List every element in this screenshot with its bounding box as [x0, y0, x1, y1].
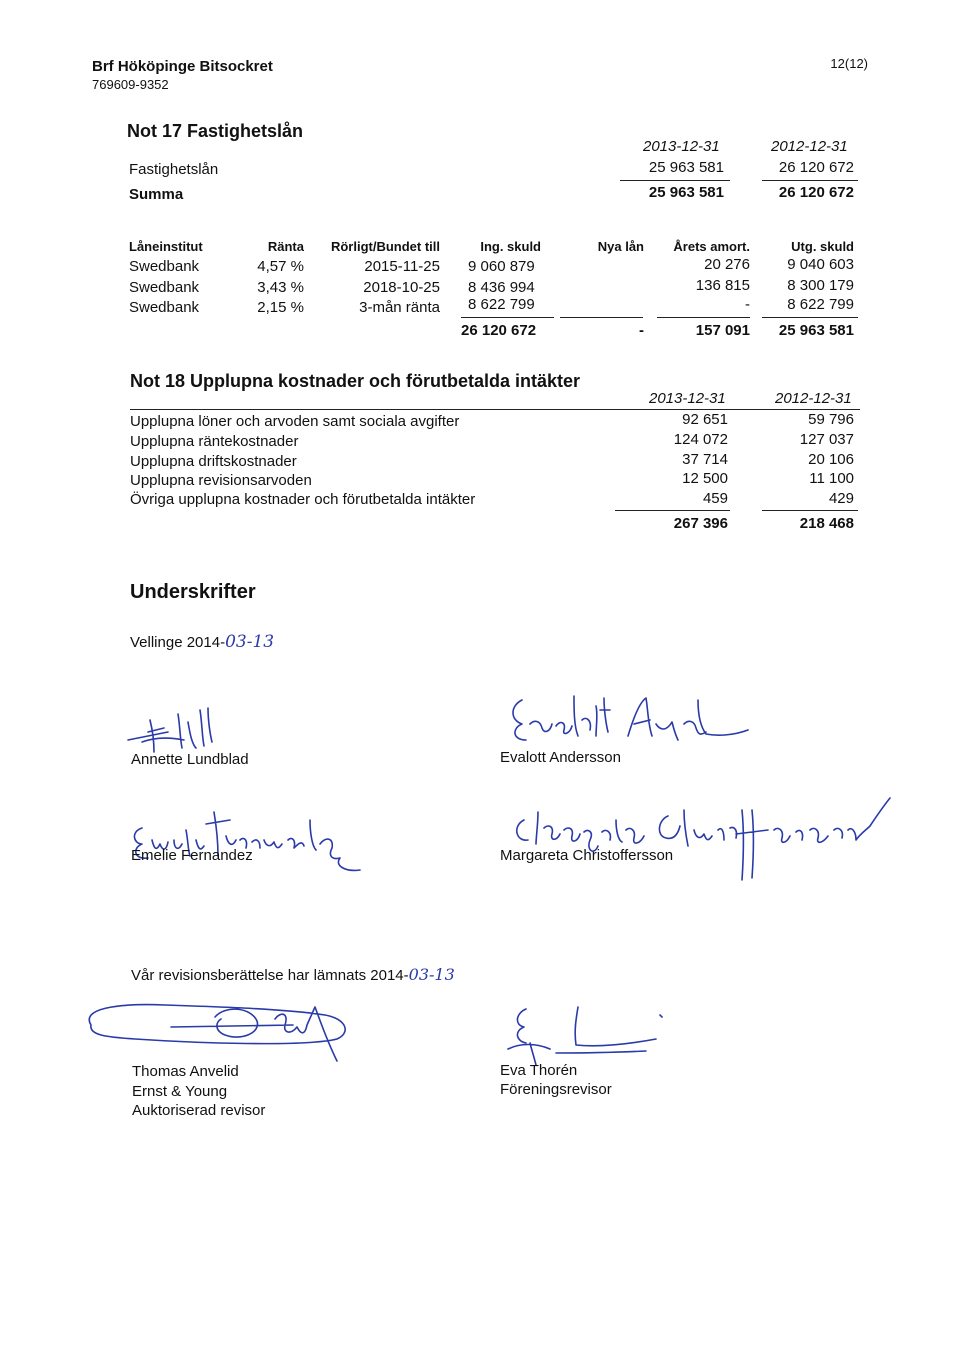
note17-sum-label: Summa: [129, 186, 184, 203]
loan-amort: 20 276: [704, 256, 750, 273]
loan-closing: 8 300 179: [787, 277, 854, 294]
note18-row-2012: 11 100: [809, 470, 854, 487]
auditor-title: Auktoriserad revisor: [132, 1102, 266, 1119]
note18-row-2013: 37 714: [682, 451, 728, 468]
page-number: 12(12): [830, 56, 868, 71]
note18-row-label: Upplupna räntekostnader: [130, 433, 299, 450]
note17-col-2012: 2012-12-31: [771, 138, 848, 155]
signature-evalott-andersson: [500, 680, 760, 760]
loan-institute: Swedbank: [129, 279, 200, 296]
divider: [762, 180, 858, 181]
loan-total-closing: 25 963 581: [778, 322, 854, 339]
loan-header-term: Rörligt/Bundet till: [330, 239, 440, 254]
note17-sum-2013: 25 963 581: [648, 184, 724, 201]
note18-row-2013: 459: [702, 490, 728, 507]
loan-opening: 8 436 994: [468, 279, 535, 296]
note18-row-2013: 124 072: [673, 431, 728, 448]
audit-statement: Vår revisionsberättelse har lämnats 2014-03-13: [131, 965, 455, 984]
loan-header-amort: Årets amort.: [673, 239, 750, 254]
note18-title: Not 18 Upplupna kostnader och förutbetalda intäkter: [130, 371, 581, 391]
divider: [615, 510, 730, 511]
loan-header-closing: Utg. skuld: [791, 239, 854, 254]
note17-sum-2012: 26 120 672: [778, 184, 854, 201]
auditor-firm: Ernst & Young: [132, 1083, 228, 1100]
loan-institute: Swedbank: [129, 299, 200, 316]
note18-row-2013: 92 651: [682, 411, 728, 428]
loan-closing: 9 040 603: [787, 256, 854, 273]
divider: [461, 317, 554, 318]
signer-name-annette: Annette Lundblad: [131, 751, 249, 768]
note17-row-label: Fastighetslån: [129, 161, 219, 178]
loan-amort: 136 815: [695, 277, 750, 294]
note18-row-2013: 12 500: [682, 470, 728, 487]
note18-row-label: Övriga upplupna kostnader och förutbetalda intäkter: [130, 491, 476, 508]
loan-header-rate: Ränta: [267, 239, 304, 254]
divider: [620, 180, 730, 181]
note17-col-2013: 2013-12-31: [643, 138, 720, 155]
note18-col-2013: 2013-12-31: [649, 390, 726, 407]
note18-row-2012: 127 037: [799, 431, 854, 448]
note18-total-2013: 267 396: [673, 515, 728, 532]
org-number: 769609-9352: [92, 77, 169, 92]
note17-title: Not 17 Fastighetslån: [127, 121, 304, 141]
note17-row-2012: 26 120 672: [778, 159, 854, 176]
note18-row-2012: 20 106: [808, 451, 854, 468]
signature-emelie-fernandez: [120, 800, 380, 880]
loan-term: 3-mån ränta: [359, 299, 440, 316]
loan-total-opening: 26 120 672: [461, 322, 537, 339]
note18-col-2012: 2012-12-31: [775, 390, 852, 407]
loan-opening: 9 060 879: [468, 258, 535, 275]
note18-row-label: Upplupna driftskostnader: [130, 453, 297, 470]
place-date: Vellinge 2014-03-13: [130, 632, 275, 652]
signature-thomas-anvelid: [75, 985, 435, 1075]
auditor-name-thomas: Thomas Anvelid: [132, 1063, 239, 1080]
handwritten-date: 03-13: [225, 632, 275, 652]
note18-row-2012: 59 796: [808, 411, 854, 428]
loan-total-amort: 157 091: [695, 322, 750, 339]
loan-header-opening: Ing. skuld: [480, 239, 541, 254]
note18-total-2012: 218 468: [799, 515, 854, 532]
signer-name-emelie: Emelie Fernandez: [131, 847, 253, 864]
note17-row-2013: 25 963 581: [648, 159, 724, 176]
loan-header-new: Nya lån: [597, 239, 644, 254]
note18-row-label: Upplupna revisionsarvoden: [130, 472, 312, 489]
loan-opening: 8 622 799: [468, 296, 535, 313]
signer-name-evalott: Evalott Andersson: [500, 749, 621, 766]
loan-rate: 2,15 %: [257, 299, 304, 316]
auditor-role: Föreningsrevisor: [500, 1081, 612, 1098]
loan-closing: 8 622 799: [787, 296, 854, 313]
divider: [560, 317, 643, 318]
handwritten-date: 03-13: [408, 965, 455, 984]
loan-rate: 4,57 %: [257, 258, 304, 275]
loan-term: 2018-10-25: [363, 279, 440, 296]
divider: [657, 317, 750, 318]
loan-term: 2015-11-25: [364, 258, 440, 275]
divider: [130, 409, 860, 410]
note18-row-label: Upplupna löner och arvoden samt sociala avgifter: [130, 413, 460, 430]
loan-amort: -: [745, 296, 750, 313]
loan-rate: 3,43 %: [257, 279, 304, 296]
loan-institute: Swedbank: [129, 258, 200, 275]
loan-header-institute: Låneinstitut: [129, 239, 203, 254]
org-name: Brf Hököpinge Bitsockret: [92, 58, 273, 75]
signer-name-margareta: Margareta Christoffersson: [500, 847, 674, 864]
note18-row-2012: 429: [828, 490, 854, 507]
divider: [762, 510, 858, 511]
signatures-title: Underskrifter: [130, 581, 256, 603]
loan-total-new: -: [639, 322, 644, 339]
auditor-name-eva: Eva Thorén: [500, 1062, 578, 1079]
signature-margareta-christoffersson: [498, 790, 898, 890]
divider: [762, 317, 858, 318]
